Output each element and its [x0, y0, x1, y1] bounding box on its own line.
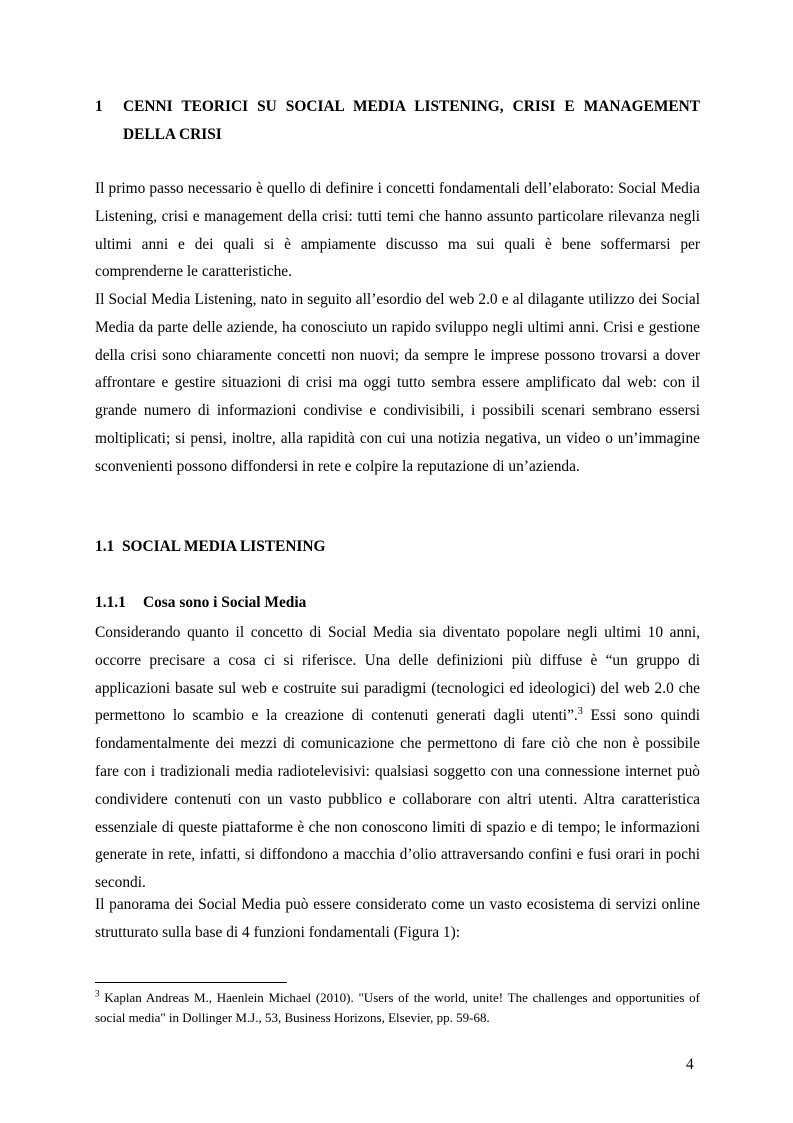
chapter-number: 1	[95, 98, 103, 115]
intro-paragraph-1: Il primo passo necessario è quello di definire i concetti fondamentali dell’elaborato: Social Media Listening, crisi e management della crisi: tutti temi che hanno assunto particolare rilevanza negli ultimi anni e dei quali si è ampiamente discusso ma sui quali è bene soffermarsi per comprenderne le caratteristiche.	[95, 180, 700, 281]
chapter-title: CENNI TEORICI SU SOCIAL MEDIA LISTENING, CRISI E MANAGEMENT DELLA CRISI	[123, 98, 700, 143]
footnote-mark: 3	[95, 988, 100, 999]
chapter-heading	[95, 93, 700, 149]
intro-paragraph-2: Il Social Media Listening, nato in seguito all’esordio del web 2.0 e al dilagante utilizzo dei Social Media da parte delle aziende, ha conosciuto un rapido sviluppo negli ultimi anni. Crisi e gestione della crisi sono chiaramente concetti non nuovi; da sempre le imprese possono trovarsi a dover affrontare e gestire situazioni di crisi ma oggi tutto sembra essere amplificato dal web: con il grande numero di informazioni condivise e condivisibili, i possibili scenari sembrano essersi moltiplicati; si pensi, inoltre, alla rapidità con cui una notizia negativa, un video o un’immagine sconvenienti possono diffondersi in rete e colpire la reputazione di un’azienda.	[95, 291, 700, 475]
paragraph-text-before-ref: Considerando quanto il concetto di Social Media sia diventato popolare negli ultimi 10 anni, occorre precisare a cosa ci si riferisce. Una delle definizioni più diffuse è “un gruppo di applicazioni basate sul web e costruite sui paradigmi (tecnologici ed ideologici) del web 2.0 che permettono lo scambio e la creazione di contenuti generati dagli utenti”.	[95, 624, 700, 725]
subsection-title: Cosa sono i Social Media	[143, 594, 307, 611]
section-heading	[95, 535, 326, 559]
subsection-number: 1.1.1	[95, 594, 126, 611]
footnote	[95, 988, 700, 1028]
footnote-text: Kaplan Andreas M., Haenlein Michael (2010). "Users of the world, unite! The challenges and opportunities of social media" in Dollinger M.J., 53, Business Horizons, Elsevier, pp. 59-68.	[95, 990, 700, 1025]
footnote-reference[interactable]: 3	[577, 706, 583, 718]
social-media-paragraph-2: Il panorama dei Social Media può essere considerato come un vasto ecosistema di servizi online strutturato sulla base di 4 funzioni fondamentali (Figura 1):	[95, 896, 700, 941]
page-number: 4	[686, 1056, 694, 1073]
section-title: SOCIAL MEDIA LISTENING	[121, 538, 326, 555]
subsection-heading	[95, 591, 306, 615]
social-media-paragraph-1	[95, 619, 700, 897]
footnote-divider	[95, 982, 287, 983]
section-number: 1.1	[95, 538, 115, 555]
paragraph-text-after-ref: Essi sono quindi fondamentalmente dei mezzi di comunicazione che permettono di fare ciò che non è possibile fare con i tradizionali media radiotelevisivi: qualsiasi soggetto con una connessione internet può condividere contenuti con un vasto pubblico e collaborare con altri utenti. Altra caratteristica essenziale di queste piattaforme è che non conoscono limiti di spazio e di tempo; le informazioni generate in rete, infatti, si diffondono a macchia d’olio attraversando confini e fusi orari in pochi secondi.	[95, 707, 700, 892]
